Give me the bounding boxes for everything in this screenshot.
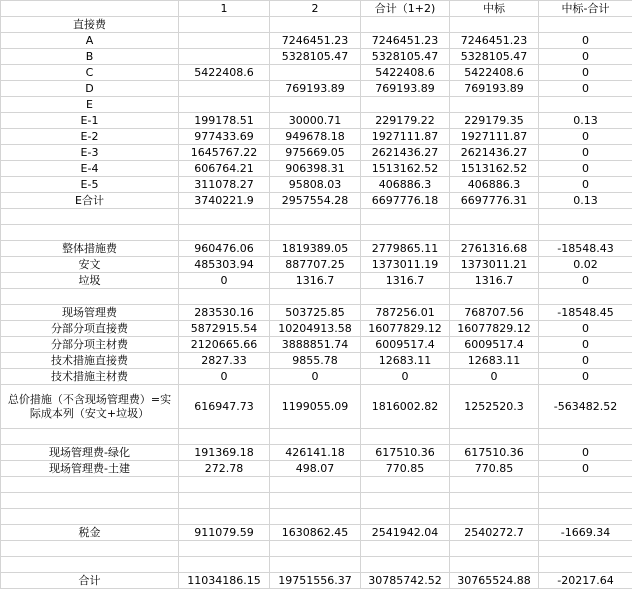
value-cell[interactable]	[361, 429, 450, 445]
value-cell[interactable]: 1513162.52	[361, 161, 450, 177]
value-cell[interactable]: 1513162.52	[450, 161, 539, 177]
value-cell[interactable]: 3888851.74	[270, 337, 361, 353]
value-cell[interactable]: 769193.89	[450, 81, 539, 97]
value-cell[interactable]: 1816002.82	[361, 385, 450, 429]
row-label-cell[interactable]	[1, 209, 179, 225]
value-cell[interactable]: 30765524.88	[450, 573, 539, 589]
table-row	[1, 369, 632, 385]
value-cell[interactable]: 6697776.18	[361, 193, 450, 209]
value-cell[interactable]: 1199055.09	[270, 385, 361, 429]
value-cell[interactable]: 3740221.9	[179, 193, 270, 209]
value-cell[interactable]: 0	[539, 177, 632, 193]
row-label-cell[interactable]: E-4	[1, 161, 179, 177]
value-cell[interactable]	[270, 429, 361, 445]
value-cell[interactable]	[179, 509, 270, 525]
value-cell[interactable]: 2120665.66	[179, 337, 270, 353]
value-cell[interactable]: 406886.3	[361, 177, 450, 193]
table-row	[1, 429, 632, 445]
value-cell[interactable]: 7246451.23	[450, 33, 539, 49]
table-row	[1, 193, 632, 209]
value-cell[interactable]	[270, 209, 361, 225]
value-cell[interactable]: 0	[539, 273, 632, 289]
value-cell[interactable]	[539, 557, 632, 573]
value-cell[interactable]: 0	[539, 369, 632, 385]
value-cell[interactable]: 0	[539, 129, 632, 145]
value-cell[interactable]: 0	[179, 273, 270, 289]
value-cell[interactable]	[539, 225, 632, 241]
value-cell[interactable]	[539, 17, 632, 33]
row-label-cell[interactable]: E-5	[1, 177, 179, 193]
table-row	[1, 113, 632, 129]
value-cell[interactable]: 2761316.68	[450, 241, 539, 257]
table-row	[1, 493, 632, 509]
row-label-cell[interactable]	[1, 477, 179, 493]
value-cell[interactable]: 1630862.45	[270, 525, 361, 541]
value-cell[interactable]: 606764.21	[179, 161, 270, 177]
value-cell[interactable]	[179, 209, 270, 225]
value-cell[interactable]: 769193.89	[270, 81, 361, 97]
value-cell[interactable]: 6697776.31	[450, 193, 539, 209]
value-cell[interactable]: 1819389.05	[270, 241, 361, 257]
table-row	[1, 305, 632, 321]
value-cell[interactable]: 12683.11	[450, 353, 539, 369]
row-label-cell[interactable]: 合计	[1, 573, 179, 589]
table-row	[1, 241, 632, 257]
row-label-cell[interactable]	[1, 289, 179, 305]
value-cell[interactable]	[539, 429, 632, 445]
value-cell[interactable]	[539, 97, 632, 113]
row-label-cell[interactable]	[1, 509, 179, 525]
value-cell[interactable]: 30785742.52	[361, 573, 450, 589]
value-cell[interactable]: 1927111.87	[450, 129, 539, 145]
table-row	[1, 321, 632, 337]
row-label-cell[interactable]: 现场管理费-土建	[1, 461, 179, 477]
value-cell[interactable]: 0	[539, 445, 632, 461]
row-label-cell[interactable]: E-2	[1, 129, 179, 145]
value-cell[interactable]: 16077829.12	[450, 321, 539, 337]
value-cell[interactable]	[361, 509, 450, 525]
row-label-cell[interactable]: B	[1, 49, 179, 65]
value-cell[interactable]: 6009517.4	[450, 337, 539, 353]
value-cell[interactable]: 11034186.15	[179, 573, 270, 589]
row-label-cell[interactable]: E	[1, 97, 179, 113]
header-row	[1, 1, 632, 17]
value-cell[interactable]: 426141.18	[270, 445, 361, 461]
row-label-cell[interactable]	[1, 429, 179, 445]
value-cell[interactable]: 7246451.23	[270, 33, 361, 49]
value-cell[interactable]: -18548.45	[539, 305, 632, 321]
table-row	[1, 525, 632, 541]
value-cell[interactable]	[270, 493, 361, 509]
value-cell[interactable]	[361, 225, 450, 241]
value-cell[interactable]: 2957554.28	[270, 193, 361, 209]
value-cell[interactable]: 617510.36	[450, 445, 539, 461]
value-cell[interactable]: 906398.31	[270, 161, 361, 177]
value-cell[interactable]: 2621436.27	[450, 145, 539, 161]
header-cell[interactable]: 中标	[450, 1, 539, 17]
value-cell[interactable]: 5422408.6	[179, 65, 270, 81]
value-cell[interactable]: 272.78	[179, 461, 270, 477]
value-cell[interactable]: 0	[270, 369, 361, 385]
table-row	[1, 573, 632, 589]
value-cell[interactable]	[179, 225, 270, 241]
row-label-cell[interactable]	[1, 557, 179, 573]
value-cell[interactable]	[179, 557, 270, 573]
row-label-cell[interactable]: 技术措施直接费	[1, 353, 179, 369]
value-cell[interactable]: 1316.7	[450, 273, 539, 289]
value-cell[interactable]: 0	[179, 369, 270, 385]
value-cell[interactable]: 0	[539, 33, 632, 49]
value-cell[interactable]	[270, 17, 361, 33]
row-label-cell[interactable]: 现场管理费-绿化	[1, 445, 179, 461]
table-row	[1, 385, 632, 429]
value-cell[interactable]	[179, 33, 270, 49]
header-cell[interactable]: 合计（1+2)	[361, 1, 450, 17]
row-label-cell[interactable]	[1, 225, 179, 241]
row-label-cell[interactable]: D	[1, 81, 179, 97]
table-row	[1, 541, 632, 557]
table-row	[1, 257, 632, 273]
value-cell[interactable]: 199178.51	[179, 113, 270, 129]
value-cell[interactable]: 0	[539, 81, 632, 97]
value-cell[interactable]: 617510.36	[361, 445, 450, 461]
value-cell[interactable]: 229179.22	[361, 113, 450, 129]
row-label-cell[interactable]: 分部分项主材费	[1, 337, 179, 353]
value-cell[interactable]: 787256.01	[361, 305, 450, 321]
value-cell[interactable]	[361, 97, 450, 113]
value-cell[interactable]: 770.85	[450, 461, 539, 477]
value-cell[interactable]: 1373011.21	[450, 257, 539, 273]
value-cell[interactable]: 887707.25	[270, 257, 361, 273]
value-cell[interactable]: 0	[450, 369, 539, 385]
header-cell[interactable]: 1	[179, 1, 270, 17]
row-label-cell[interactable]: 总价措施（不含现场管理费）=实际成本列（安文+垃圾）	[1, 385, 179, 429]
header-cell[interactable]: 中标-合计	[539, 1, 632, 17]
value-cell[interactable]: -1669.34	[539, 525, 632, 541]
table-row	[1, 129, 632, 145]
table-row	[1, 477, 632, 493]
value-cell[interactable]	[361, 209, 450, 225]
table-row	[1, 337, 632, 353]
value-cell[interactable]: -18548.43	[539, 241, 632, 257]
table-row	[1, 17, 632, 33]
value-cell[interactable]	[179, 477, 270, 493]
row-label-cell[interactable]: 技术措施主材费	[1, 369, 179, 385]
value-cell[interactable]	[270, 225, 361, 241]
value-cell[interactable]	[450, 477, 539, 493]
row-label-cell[interactable]: E-1	[1, 113, 179, 129]
table-row	[1, 65, 632, 81]
table-row	[1, 81, 632, 97]
value-cell[interactable]: 12683.11	[361, 353, 450, 369]
header-cell[interactable]: 2	[270, 1, 361, 17]
value-cell[interactable]	[450, 289, 539, 305]
row-label-cell[interactable]: A	[1, 33, 179, 49]
value-cell[interactable]: 0	[539, 337, 632, 353]
value-cell[interactable]: 770.85	[361, 461, 450, 477]
value-cell[interactable]: 0.13	[539, 193, 632, 209]
value-cell[interactable]: 0	[361, 369, 450, 385]
table-row	[1, 509, 632, 525]
value-cell[interactable]: 95808.03	[270, 177, 361, 193]
row-label-cell[interactable]: 税金	[1, 525, 179, 541]
row-label-cell[interactable]: 整体措施费	[1, 241, 179, 257]
header-cell[interactable]	[1, 1, 179, 17]
table-row	[1, 557, 632, 573]
table-row	[1, 209, 632, 225]
value-cell[interactable]: 10204913.58	[270, 321, 361, 337]
value-cell[interactable]	[450, 493, 539, 509]
value-cell[interactable]	[270, 97, 361, 113]
value-cell[interactable]	[539, 509, 632, 525]
row-label-cell[interactable]: 垃圾	[1, 273, 179, 289]
value-cell[interactable]	[539, 493, 632, 509]
value-cell[interactable]: 503725.85	[270, 305, 361, 321]
value-cell[interactable]: 949678.18	[270, 129, 361, 145]
value-cell[interactable]: 5422408.6	[450, 65, 539, 81]
table-row	[1, 273, 632, 289]
value-cell[interactable]: 485303.94	[179, 257, 270, 273]
value-cell[interactable]: 0	[539, 461, 632, 477]
value-cell[interactable]: 5422408.6	[361, 65, 450, 81]
value-cell[interactable]: 2540272.7	[450, 525, 539, 541]
table-row	[1, 225, 632, 241]
value-cell[interactable]	[361, 477, 450, 493]
value-cell[interactable]: 960476.06	[179, 241, 270, 257]
value-cell[interactable]: 5328105.47	[361, 49, 450, 65]
value-cell[interactable]	[179, 289, 270, 305]
row-label-cell[interactable]: E-3	[1, 145, 179, 161]
value-cell[interactable]	[270, 65, 361, 81]
value-cell[interactable]: 1927111.87	[361, 129, 450, 145]
row-label-cell[interactable]	[1, 493, 179, 509]
value-cell[interactable]: 6009517.4	[361, 337, 450, 353]
value-cell[interactable]: 2827.33	[179, 353, 270, 369]
value-cell[interactable]: 616947.73	[179, 385, 270, 429]
value-cell[interactable]: 0	[539, 321, 632, 337]
value-cell[interactable]: 406886.3	[450, 177, 539, 193]
value-cell[interactable]: -563482.52	[539, 385, 632, 429]
value-cell[interactable]: 1373011.19	[361, 257, 450, 273]
value-cell[interactable]: 5872915.54	[179, 321, 270, 337]
value-cell[interactable]	[361, 541, 450, 557]
value-cell[interactable]: 0.13	[539, 113, 632, 129]
value-cell[interactable]: -20217.64	[539, 573, 632, 589]
value-cell[interactable]	[450, 509, 539, 525]
value-cell[interactable]: 311078.27	[179, 177, 270, 193]
value-cell[interactable]: 7246451.23	[361, 33, 450, 49]
value-cell[interactable]: 0	[539, 161, 632, 177]
value-cell[interactable]: 769193.89	[361, 81, 450, 97]
value-cell[interactable]: 0	[539, 145, 632, 161]
row-label-cell[interactable]: 分部分项直接费	[1, 321, 179, 337]
value-cell[interactable]: 2621436.27	[361, 145, 450, 161]
value-cell[interactable]: 19751556.37	[270, 573, 361, 589]
table-row	[1, 33, 632, 49]
value-cell[interactable]: 2779865.11	[361, 241, 450, 257]
value-cell[interactable]: 1316.7	[270, 273, 361, 289]
value-cell[interactable]: 0.02	[539, 257, 632, 273]
row-label-cell[interactable]: E合计	[1, 193, 179, 209]
value-cell[interactable]: 9855.78	[270, 353, 361, 369]
value-cell[interactable]	[179, 81, 270, 97]
value-cell[interactable]: 768707.56	[450, 305, 539, 321]
value-cell[interactable]	[539, 541, 632, 557]
value-cell[interactable]	[539, 289, 632, 305]
value-cell[interactable]: 1316.7	[361, 273, 450, 289]
table-row	[1, 445, 632, 461]
value-cell[interactable]: 16077829.12	[361, 321, 450, 337]
table-row	[1, 353, 632, 369]
value-cell[interactable]	[450, 429, 539, 445]
value-cell[interactable]: 1645767.22	[179, 145, 270, 161]
value-cell[interactable]	[270, 477, 361, 493]
table-body	[1, 17, 632, 589]
value-cell[interactable]	[179, 429, 270, 445]
value-cell[interactable]	[361, 493, 450, 509]
value-cell[interactable]	[539, 209, 632, 225]
value-cell[interactable]: 283530.16	[179, 305, 270, 321]
value-cell[interactable]: 975669.05	[270, 145, 361, 161]
table-row	[1, 49, 632, 65]
row-label-cell[interactable]: 安文	[1, 257, 179, 273]
table-row	[1, 161, 632, 177]
value-cell[interactable]	[361, 289, 450, 305]
value-cell[interactable]	[270, 557, 361, 573]
value-cell[interactable]	[450, 17, 539, 33]
table-row	[1, 461, 632, 477]
table-row	[1, 145, 632, 161]
value-cell[interactable]: 0	[539, 353, 632, 369]
value-cell[interactable]: 1252520.3	[450, 385, 539, 429]
value-cell[interactable]	[179, 541, 270, 557]
value-cell[interactable]	[270, 289, 361, 305]
value-cell[interactable]	[179, 49, 270, 65]
table-row	[1, 177, 632, 193]
value-cell[interactable]: 30000.71	[270, 113, 361, 129]
row-label-cell[interactable]: 现场管理费	[1, 305, 179, 321]
value-cell[interactable]	[450, 97, 539, 113]
value-cell[interactable]	[270, 509, 361, 525]
row-label-cell[interactable]: C	[1, 65, 179, 81]
value-cell[interactable]	[539, 477, 632, 493]
value-cell[interactable]	[450, 225, 539, 241]
value-cell[interactable]: 2541942.04	[361, 525, 450, 541]
value-cell[interactable]	[270, 541, 361, 557]
table-row	[1, 289, 632, 305]
row-label-cell[interactable]	[1, 541, 179, 557]
value-cell[interactable]	[450, 209, 539, 225]
table-row	[1, 97, 632, 113]
value-cell[interactable]	[450, 541, 539, 557]
value-cell[interactable]: 5328105.47	[270, 49, 361, 65]
value-cell[interactable]: 977433.69	[179, 129, 270, 145]
value-cell[interactable]	[179, 17, 270, 33]
value-cell[interactable]: 911079.59	[179, 525, 270, 541]
value-cell[interactable]	[450, 557, 539, 573]
value-cell[interactable]: 191369.18	[179, 445, 270, 461]
value-cell[interactable]: 498.07	[270, 461, 361, 477]
value-cell[interactable]	[179, 97, 270, 113]
value-cell[interactable]: 5328105.47	[450, 49, 539, 65]
value-cell[interactable]: 0	[539, 65, 632, 81]
value-cell[interactable]: 0	[539, 49, 632, 65]
value-cell[interactable]: 229179.35	[450, 113, 539, 129]
value-cell[interactable]	[361, 557, 450, 573]
value-cell[interactable]	[179, 493, 270, 509]
row-label-cell[interactable]: 直接费	[1, 17, 179, 33]
value-cell[interactable]	[361, 17, 450, 33]
